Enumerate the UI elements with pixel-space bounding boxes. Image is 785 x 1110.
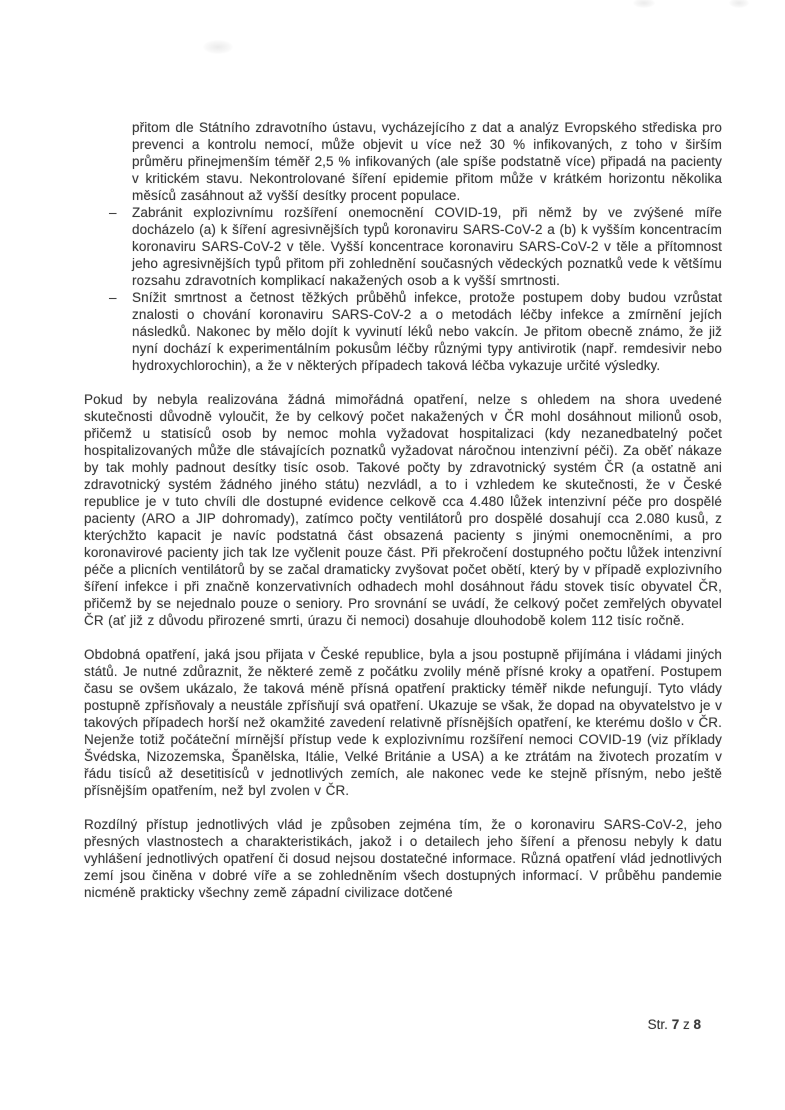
list-item — [84, 204, 722, 289]
scan-smudge — [203, 40, 233, 54]
list-item — [84, 289, 722, 374]
footer-of-word: z — [682, 1017, 690, 1032]
scan-smudge — [729, 0, 749, 8]
scan-smudge — [633, 0, 655, 8]
body-paragraph: Rozdílný přístup jednotlivých vlád je způsoben zejména tím, že o koronaviru SARS-CoV-2, jeho přesných vlastnostech a charakteristikách, jakož i o detailech jeho šíření a přenosu nebyly k datu vyhlášení jednotlivých opatření či dosud nejsou dostatečné informace. Různá opatření vlád jednotlivých zemí jsou činěna v dobré víře a se zohledněním všech dostupných informací. V průběhu pandemie nicméně prakticky všechny země západní civilizace dotčené — [84, 817, 722, 900]
dash-bullet: – — [109, 205, 117, 220]
list-item-text: Snížit smrtnost a četnost těžkých průběhů infekce, protože postupem doby budou vzrůstat znalosti o chování koronaviru SARS-CoV-2 a o metodách léčby infekce a zmírnění jejích následků. Nakonec by mělo dojít k vyvinutí léků nebo vakcín. Je přitom obecně známo, že již nyní dochází k experimentálním pokusům léčby různými typy antivirotik (např. remdesivir nebo hydroxychlorochin), a že v některých případech taková léčba vykazuje určité výsledky. — [132, 290, 722, 373]
list-item-continuation-paragraph: přitom dle Státního zdravotního ústavu, vycházejícího z dat a analýz Evropského střediska pro prevenci a kontrolu nemocí, může objevit u více než 30 % infikovaných, z toho v širším průměru přinejmenším téměř 2,5 % infikovaných (ale spíše podstatně více) připadá na pacienty v kritickém stavu. Nekontrolované šíření epidemie přitom může v krátkém horizontu několika měsíců zasáhnout až vyšší desítky procent populace. — [132, 120, 722, 203]
footer-total-pages: 8 — [693, 1017, 701, 1032]
body-paragraph: Obdobná opatření, jaká jsou přijata v České republice, byla a jsou postupně přijímána i vládami jiných států. Je nutné zdůraznit, že některé země z počátku zvolily méně přísné kroky a opatření. Postupem času se ovšem ukázalo, že taková méně přísná opatření prakticky téměř nikde nefungují. Tyto vlády postupně zpřísňovaly a neustále zpřísňují svá opatření. Ukazuje se však, že dopad na obyvatelstvo je v takových případech horší než okamžité zavedení relativně přísnějších opatření, ke kterému došlo v ČR. Nejenže totiž počáteční mírnější přístup vede k explozivnímu rozšíření nemoci COVID-19 (viz příklady Švédska, Nizozemska, Španělska, Itálie, Velké Británie a USA) a ke ztrátám na životech prozatím v řádu tisíců až desetitisíců v jednotlivých zemích, ale nakonec vede ke stejně přísným, nebo ještě přísnějším opatřením, než byl zvolen v ČR. — [84, 647, 722, 798]
footer-page-label: Str. — [647, 1017, 668, 1032]
body-paragraph: Pokud by nebyla realizována žádná mimořádná opatření, nelze s ohledem na shora uvedené skutečnosti důvodně vyloučit, že by celkový počet nakažených v ČR mohl dosáhnout milionů osob, přičemž u statisíců osob by nemoc mohla vyžadovat hospitalizaci (kdy nezanedbatelný počet hospitalizovaných může dle stávajících poznatků vyžadovat náročnou intenzivní péči). Za oběť nákaze by tak mohly padnout desítky tisíc osob. Takové počty by zdravotnický systém ČR (a ostatně ani zdravotnický systém žádného jiného státu) nezvládl, a to i vzhledem ke skutečnosti, že v České republice je v tuto chvíli dle dostupné evidence celkově cca 4.480 lůžek intenzivní péče pro dospělé pacienty (ARO a JIP dohromady), zatímco počty ventilátorů pro dospělé dosahují cca 2.080 kusů, z kterýchžto kapacit je navíc podstatná část obsazená pacienty s jinými onemocněními, a pro koronavirové pacienty jich tak lze vyčlenit pouze část. Při překročení dostupného počtu lůžek intenzivní péče a plicních ventilátorů by se začal dramaticky zvyšovat počet obětí, který by v případě explozivního šíření infekce i při značně konzervativních odhadech mohl dosáhnout řádu stovek tisíc obyvatel ČR, přičemž by se nejednalo pouze o seniory. Pro srovnání se uvádí, že celkový počet zemřelých obyvatel ČR (ať již z důvodu přirozené smrti, úrazu či nemoci) dosahuje dlouhodobě kolem 112 tisíc ročně. — [84, 392, 722, 628]
dash-bullet: – — [109, 290, 117, 305]
page-footer — [648, 1016, 701, 1033]
footer-page-number: 7 — [671, 1017, 680, 1032]
page-content — [84, 119, 722, 901]
list-item-text: Zabránit explozivnímu rozšíření onemocnění COVID-19, při němž by ve zvýšené míře docházelo (a) k šíření agresivnějších typů koronaviru SARS-CoV-2 a (b) k vyšším koncentracím koronaviru SARS-CoV-2 v těle. Vyšší koncentrace koronaviru SARS-CoV-2 v těle a přítomnost jeho agresivnějších typů přitom při zohlednění současných vědeckých poznatků vede k většímu rozsahu zdravotních komplikací nakažených osob a k vyšší smrtnosti. — [132, 205, 722, 288]
